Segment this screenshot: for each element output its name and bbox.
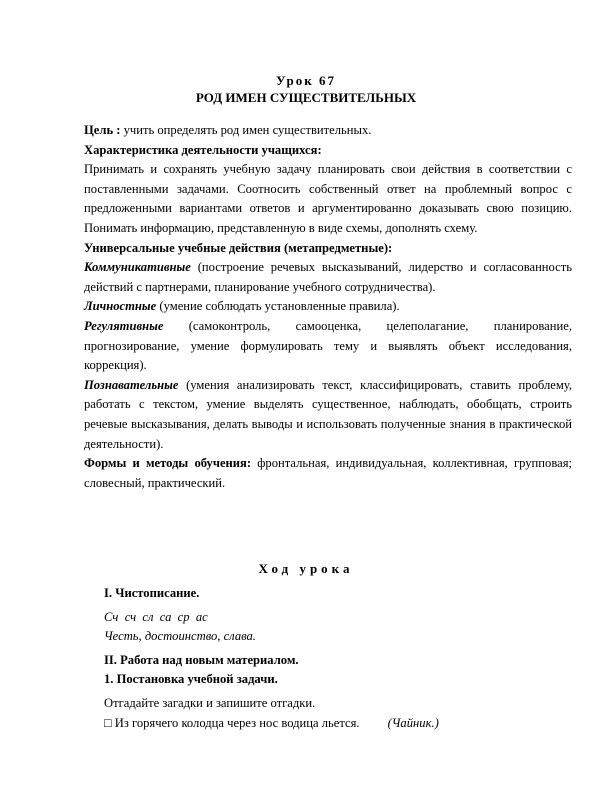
- riddle-line: [104, 714, 574, 734]
- methods-text: фронтальная, индивидуальная, коллективная, групповая; словесный, практический.: [84, 456, 572, 490]
- riddle-instruction: Отгадайте загадки и запишите отгадки.: [104, 695, 316, 710]
- uud-label: Познавательные: [84, 377, 179, 392]
- uud-regulative: [84, 317, 572, 376]
- lesson-topic-title: РОД ИМЕН СУЩЕСТВИТЕЛЬНЫХ: [195, 90, 417, 105]
- uud-personal: [84, 297, 572, 317]
- uud-text: (построение речевых высказываний, лидерство и согласованность действий с партнерами, планирование учебного сотрудничества).: [84, 260, 572, 294]
- riddle-text: Из горячего колодца через нос водица льется.: [114, 715, 360, 730]
- uud-heading: Универсальные учебные действия (метапредметные):: [84, 240, 393, 255]
- riddle-answer: (Чайник.): [387, 715, 439, 730]
- methods-paragraph: [84, 454, 572, 493]
- lesson-number-title: Урок 67: [276, 73, 336, 88]
- calligraphy-heading: I. Чистописание.: [104, 586, 200, 600]
- words-line: Честь, достоинство, слава.: [104, 629, 256, 644]
- uud-label: Регулятивные: [84, 318, 164, 333]
- uud-label: Личностные: [84, 299, 157, 314]
- uud-cognitive: [84, 376, 572, 454]
- riddle-marker: □: [104, 715, 112, 730]
- new-material-heading: II. Работа над новым материалом.: [104, 652, 299, 667]
- task-setting-heading: 1. Постановка учебной задачи.: [104, 672, 278, 687]
- letters-line: Сч сч сл са ср ас: [104, 609, 208, 624]
- lesson-flow: [104, 584, 574, 733]
- uud-label: Коммуникативные: [84, 260, 191, 275]
- uud-text: (умения анализировать текст, классифицировать, ставить проблему, работать с текстом, умение выделять существенное, наблюдать, обобщать, строить речевые высказывания, делать выводы и использовать полученные знания в практической деятельности).: [84, 377, 572, 451]
- lesson-flow-heading: Ход урока: [258, 561, 354, 576]
- methods-label: Формы и методы обучения:: [84, 456, 252, 471]
- activity-text: Принимать и сохранять учебную задачу планировать свои действия в соответствии с поставленными задачами. Соотносить собственный ответ на проблемный вопрос с предложенными вариантами ответов и аргументированно доказывать свою позицию. Понимать информацию, представленную в виде схемы, дополнять схему.: [84, 162, 572, 235]
- uud-communicative: [84, 258, 572, 297]
- goal-text: учить определять род имен существительных.: [120, 123, 372, 137]
- uud-text: (самоконтроль, самооценка, целеполагание, планирование, прогнозирование, умение формулировать тему и выявлять объект исследования, коррекция).: [84, 318, 572, 373]
- goal-paragraph: [84, 121, 572, 141]
- lesson-description: [84, 121, 572, 493]
- uud-text: (умение соблюдать установленные правила).: [156, 299, 400, 314]
- goal-label: Цель :: [84, 123, 121, 137]
- activity-heading: Характеристика деятельности учащихся:: [84, 142, 322, 157]
